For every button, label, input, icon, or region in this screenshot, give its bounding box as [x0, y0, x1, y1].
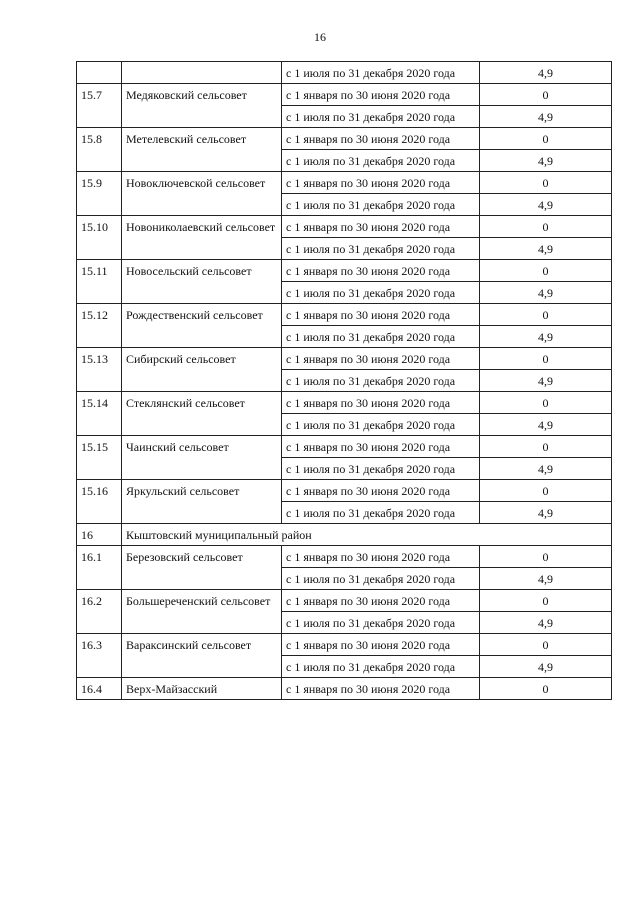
rate-value: 0	[480, 678, 612, 700]
table-row	[77, 348, 612, 370]
rate-value: 4,9	[480, 612, 612, 634]
period: с 1 июля по 31 декабря 2020 года	[282, 370, 480, 392]
row-number: 16	[77, 524, 122, 546]
table-row	[77, 480, 612, 502]
settlement-name: Стеклянский сельсовет	[122, 392, 282, 436]
settlement-name: Медяковский сельсовет	[122, 84, 282, 128]
period: с 1 января по 30 июня 2020 года	[282, 216, 480, 238]
row-number: 15.8	[77, 128, 122, 172]
row-number	[77, 62, 122, 84]
period: с 1 июля по 31 декабря 2020 года	[282, 502, 480, 524]
rate-value: 0	[480, 260, 612, 282]
rate-value: 4,9	[480, 106, 612, 128]
table-row	[77, 590, 612, 612]
table-row	[77, 546, 612, 568]
period: с 1 июля по 31 декабря 2020 года	[282, 62, 480, 84]
period: с 1 января по 30 июня 2020 года	[282, 436, 480, 458]
period: с 1 января по 30 июня 2020 года	[282, 84, 480, 106]
rate-value: 4,9	[480, 326, 612, 348]
period: с 1 июля по 31 декабря 2020 года	[282, 656, 480, 678]
settlement-name: Рождественский сельсовет	[122, 304, 282, 348]
period: с 1 июля по 31 декабря 2020 года	[282, 612, 480, 634]
table-row	[77, 634, 612, 656]
rate-value: 4,9	[480, 568, 612, 590]
period: с 1 июля по 31 декабря 2020 года	[282, 150, 480, 172]
rate-value: 0	[480, 128, 612, 150]
rate-value: 4,9	[480, 62, 612, 84]
period: с 1 января по 30 июня 2020 года	[282, 128, 480, 150]
row-number: 15.12	[77, 304, 122, 348]
period: с 1 января по 30 июня 2020 года	[282, 480, 480, 502]
table-row	[77, 216, 612, 238]
table-row	[77, 392, 612, 414]
row-number: 16.3	[77, 634, 122, 678]
row-number: 16.4	[77, 678, 122, 700]
rate-value: 4,9	[480, 370, 612, 392]
rate-value: 0	[480, 304, 612, 326]
period: с 1 июля по 31 декабря 2020 года	[282, 282, 480, 304]
settlement-name: Березовский сельсовет	[122, 546, 282, 590]
settlement-name: Яркульский сельсовет	[122, 480, 282, 524]
settlement-name: Метелевский сельсовет	[122, 128, 282, 172]
rate-value: 0	[480, 172, 612, 194]
rate-value: 0	[480, 590, 612, 612]
period: с 1 января по 30 июня 2020 года	[282, 304, 480, 326]
row-number: 15.9	[77, 172, 122, 216]
period: с 1 июля по 31 декабря 2020 года	[282, 458, 480, 480]
period: с 1 января по 30 июня 2020 года	[282, 348, 480, 370]
period: с 1 января по 30 июня 2020 года	[282, 634, 480, 656]
rate-value: 4,9	[480, 194, 612, 216]
row-number: 15.15	[77, 436, 122, 480]
period: с 1 января по 30 июня 2020 года	[282, 260, 480, 282]
rate-value: 0	[480, 348, 612, 370]
rate-value: 0	[480, 634, 612, 656]
page-number: 16	[314, 30, 326, 44]
period: с 1 января по 30 июня 2020 года	[282, 678, 480, 700]
settlement-name: Большереченский сельсовет	[122, 590, 282, 634]
period: с 1 июля по 31 декабря 2020 года	[282, 194, 480, 216]
rate-value: 0	[480, 480, 612, 502]
table-row	[77, 260, 612, 282]
period: с 1 января по 30 июня 2020 года	[282, 590, 480, 612]
row-number: 15.14	[77, 392, 122, 436]
table-row	[77, 172, 612, 194]
period: с 1 июля по 31 декабря 2020 года	[282, 568, 480, 590]
rate-value: 0	[480, 436, 612, 458]
table-row	[77, 84, 612, 106]
rate-value: 4,9	[480, 502, 612, 524]
table-row	[77, 524, 612, 546]
rate-value: 0	[480, 216, 612, 238]
rate-value: 4,9	[480, 238, 612, 260]
period: с 1 июля по 31 декабря 2020 года	[282, 326, 480, 348]
row-number: 15.11	[77, 260, 122, 304]
table-row	[77, 678, 612, 700]
rates-table	[76, 61, 612, 700]
rate-value: 4,9	[480, 150, 612, 172]
rate-value: 0	[480, 392, 612, 414]
row-number: 15.16	[77, 480, 122, 524]
table-row	[77, 128, 612, 150]
row-number: 15.7	[77, 84, 122, 128]
settlement-name: Сибирский сельсовет	[122, 348, 282, 392]
rate-value: 0	[480, 84, 612, 106]
settlement-name: Верх-Майзасский	[122, 678, 282, 700]
district-name: Кыштовский муниципальный район	[122, 524, 612, 546]
settlement-name: Вараксинский сельсовет	[122, 634, 282, 678]
settlement-name: Чаинский сельсовет	[122, 436, 282, 480]
row-number: 15.10	[77, 216, 122, 260]
table-row	[77, 304, 612, 326]
rate-value: 4,9	[480, 414, 612, 436]
settlement-name: Новосельский сельсовет	[122, 260, 282, 304]
row-number: 16.1	[77, 546, 122, 590]
period: с 1 января по 30 июня 2020 года	[282, 546, 480, 568]
settlement-name: Новоключевской сельсовет	[122, 172, 282, 216]
period: с 1 июля по 31 декабря 2020 года	[282, 238, 480, 260]
settlement-name: Новониколаевский сельсовет	[122, 216, 282, 260]
period: с 1 января по 30 июня 2020 года	[282, 172, 480, 194]
rate-value: 0	[480, 546, 612, 568]
table-row	[77, 62, 612, 84]
period: с 1 июля по 31 декабря 2020 года	[282, 414, 480, 436]
row-number: 15.13	[77, 348, 122, 392]
settlement-name	[122, 62, 282, 84]
period: с 1 января по 30 июня 2020 года	[282, 392, 480, 414]
table-row	[77, 436, 612, 458]
rate-value: 4,9	[480, 282, 612, 304]
rate-value: 4,9	[480, 656, 612, 678]
rate-value: 4,9	[480, 458, 612, 480]
period: с 1 июля по 31 декабря 2020 года	[282, 106, 480, 128]
row-number: 16.2	[77, 590, 122, 634]
